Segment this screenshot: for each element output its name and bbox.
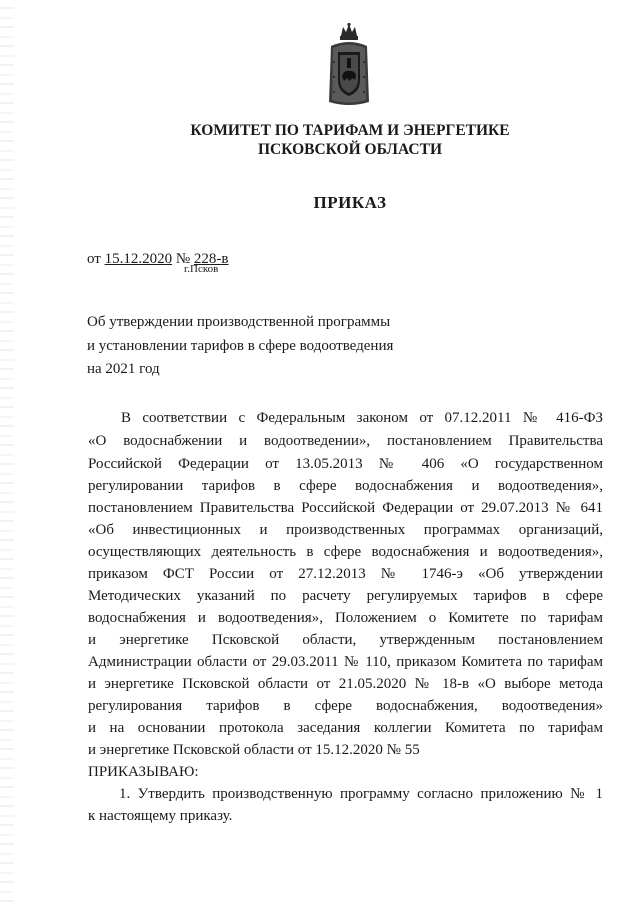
subject-line: и установлении тарифов в сфере водоотведения [87,337,394,354]
body-line: приказом ФСТ России от 27.12.2013 № 1746-э «Об утверждении [88,566,603,582]
body-line: и энергетике Псковской области от 15.12.2020 № 55 [88,742,420,758]
city-name: г.Псков [184,263,219,275]
body-line: «Об инвестиционных и производственных программах организаций, [88,522,603,538]
body-line: Методических указаний по расчету регулируемых тарифов в сфере [88,588,603,604]
organization-name-line1: КОМИТЕТ ПО ТАРИФАМ И ЭНЕРГЕТИКЕ [190,122,510,139]
body-line: и энергетике Псковской области, утвержденным постановлением [88,632,603,648]
body-line: регулирования тарифов в сфере водоснабжения, водоотведения» [88,698,603,714]
body-line: водоснабжения и водоотведения», Положением о Комитете по тарифам [88,610,603,626]
body-line: постановлением Правительства Российской Федерации от 29.07.2013 № 641 [88,500,603,516]
body-line: и энергетике Псковской области от 21.05.2020 № 18-в «О выборе метода [88,676,603,692]
order-directive: ПРИКАЗЫВАЮ: [88,764,199,780]
coat-of-arms-icon [325,22,373,110]
subject-line: на 2021 год [87,361,160,377]
number-prefix: № [172,251,194,267]
order-item-1-line: к настоящему приказу. [88,808,233,824]
body-line: и на основании протокола заседания коллегии Комитета по тарифам [88,720,603,736]
order-item-1-line: 1. Утвердить производственную программу согласно приложению № 1 [119,786,603,802]
document-type-title: ПРИКАЗ [313,193,387,212]
scan-edge-artifact [0,0,14,905]
body-line: регулировании тарифов в сфере водоснабжения и водоотведения», [88,478,603,494]
order-date: 15.12.2020 [104,251,173,267]
order-subject [87,311,393,382]
body-line: В соответствии с Федеральным законом от 07.12.2011 № 416-ФЗ [121,410,603,426]
subject-line: Об утверждении производственной программы [87,314,391,330]
date-prefix: от [87,251,105,267]
body-line: «О водоснабжении и водоотведении», постановлением Правительства [88,433,603,449]
order-number: 228-в [193,251,229,267]
body-line: Российской Федерации от 13.05.2013 № 406 «О государственном [88,456,603,472]
body-line: осуществляющих деятельность в сфере водоснабжения и водоотведения», [88,544,603,560]
body-line: Администрации области от 29.03.2011 № 110, приказом Комитета по тарифам [88,654,603,670]
organization-name-line2: ПСКОВСКОЙ ОБЛАСТИ [257,141,442,158]
